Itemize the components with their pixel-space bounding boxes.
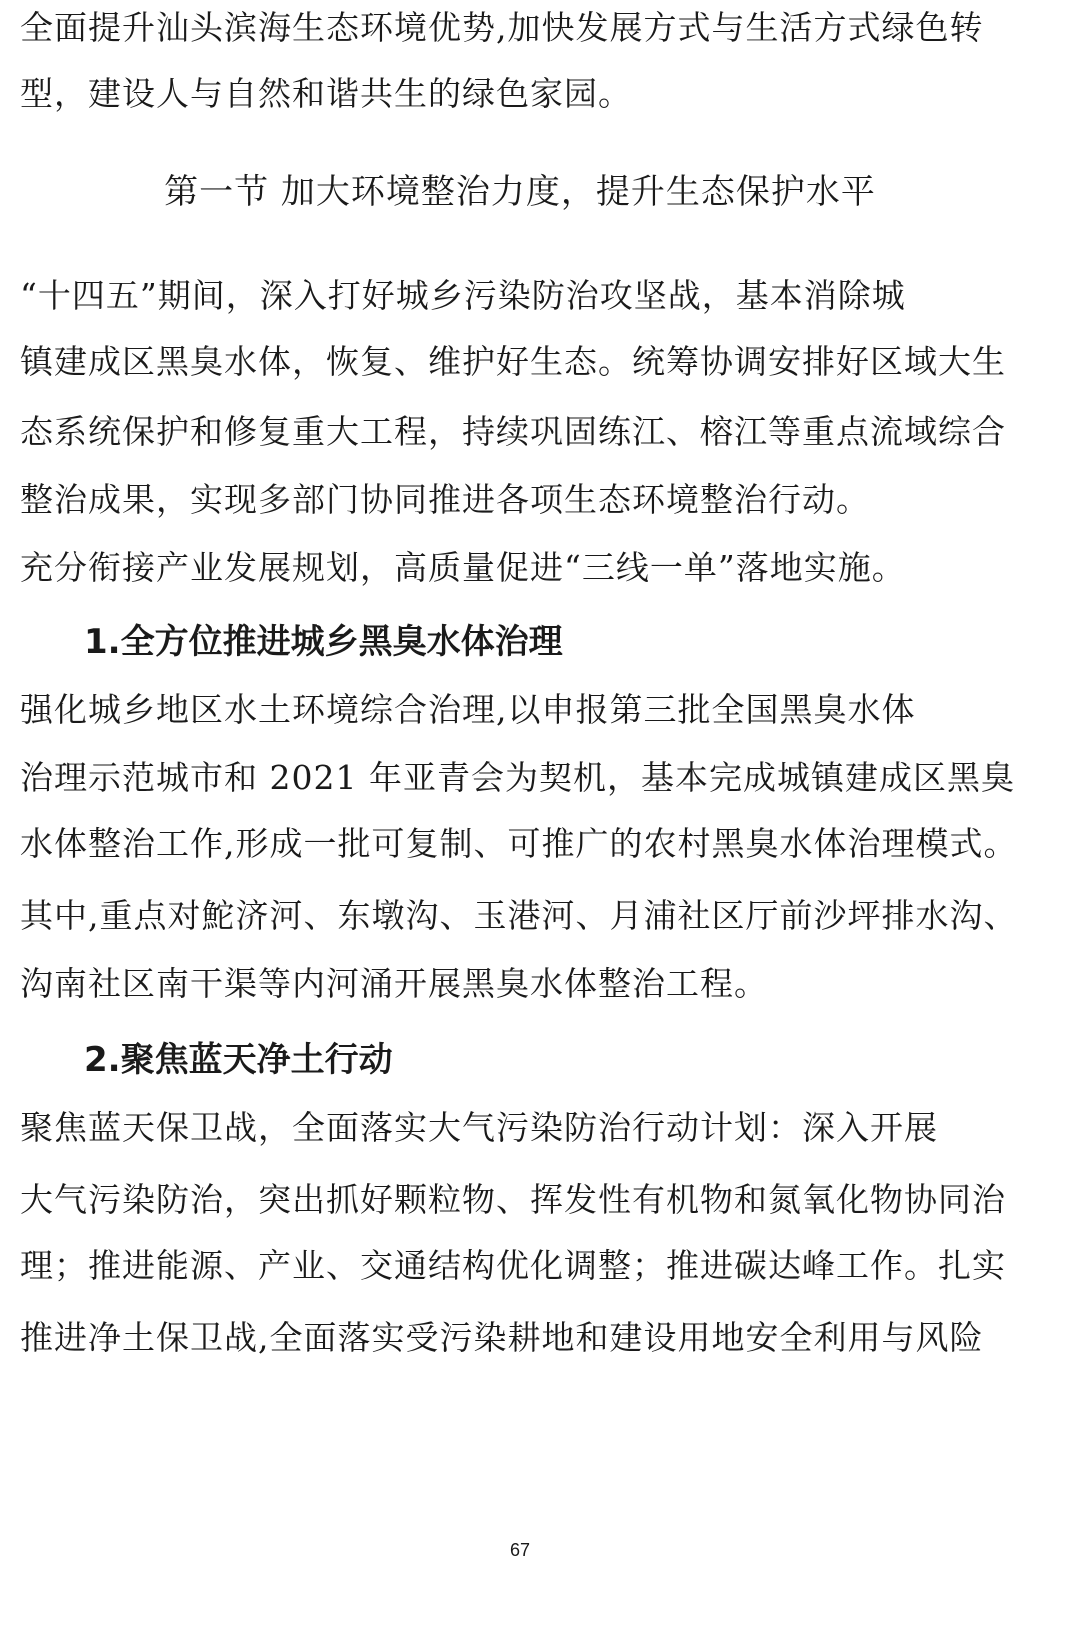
paragraph-4-line-4: 推进净土保卫战,全面落实受污染耕地和建设用地安全利用与风险 [20,1318,984,1357]
paragraph-3-line-3: 水体整治工作,形成一批可复制、可推广的农村黑臭水体治理模式。 [20,824,1018,863]
paragraph-3-line-5: 沟南社区南干渠等内河涌开展黑臭水体整治工程。 [20,964,768,1003]
paragraph-4-line-2: 大气污染防治，突出抓好颗粒物、挥发性有机物和氮氧化物协同治 [20,1180,1006,1219]
paragraph-4-line-1: 聚焦蓝天保卫战，全面落实大气污染防治行动计划：深入开展 [20,1108,938,1147]
section-title: 第一节 加大环境整治力度，提升生态保护水平 [164,172,876,212]
intro-line-1: 全面提升汕头滨海生态环境优势,加快发展方式与生活方式绿色转 [20,8,984,47]
paragraph-1-line-4: 整治成果，实现多部门协同推进各项生态环境整治行动。 [20,480,870,519]
paragraph-4-line-3: 理；推进能源、产业、交通结构优化调整；推进碳达峰工作。扎实 [20,1246,1006,1285]
page-number: 67 [509,1540,531,1560]
heading-1: 1.全方位推进城乡黑臭水体治理 [84,622,563,662]
heading-2: 2.聚焦蓝天净土行动 [84,1040,393,1080]
paragraph-1-line-1: “十四五”期间，深入打好城乡污染防治攻坚战，基本消除城 [20,276,906,315]
paragraph-1-line-3: 态系统保护和修复重大工程，持续巩固练江、榕江等重点流域综合 [20,412,1006,451]
paragraph-3-line-2: 治理示范城市和 2021 年亚青会为契机，基本完成城镇建成区黑臭 [20,758,1015,797]
paragraph-3-line-1: 强化城乡地区水土环境综合治理,以申报第三批全国黑臭水体 [20,690,916,729]
paragraph-2-line-1: 充分衔接产业发展规划，高质量促进“三线一单”落地实施。 [20,548,906,587]
paragraph-3-line-4: 其中,重点对鮀济河、东墩沟、玉港河、月浦社区厅前沙坪排水沟、 [20,896,1018,935]
intro-line-2: 型，建设人与自然和谐共生的绿色家园。 [20,74,632,113]
paragraph-1-line-2: 镇建成区黑臭水体，恢复、维护好生态。统筹协调安排好区域大生 [20,342,1006,381]
